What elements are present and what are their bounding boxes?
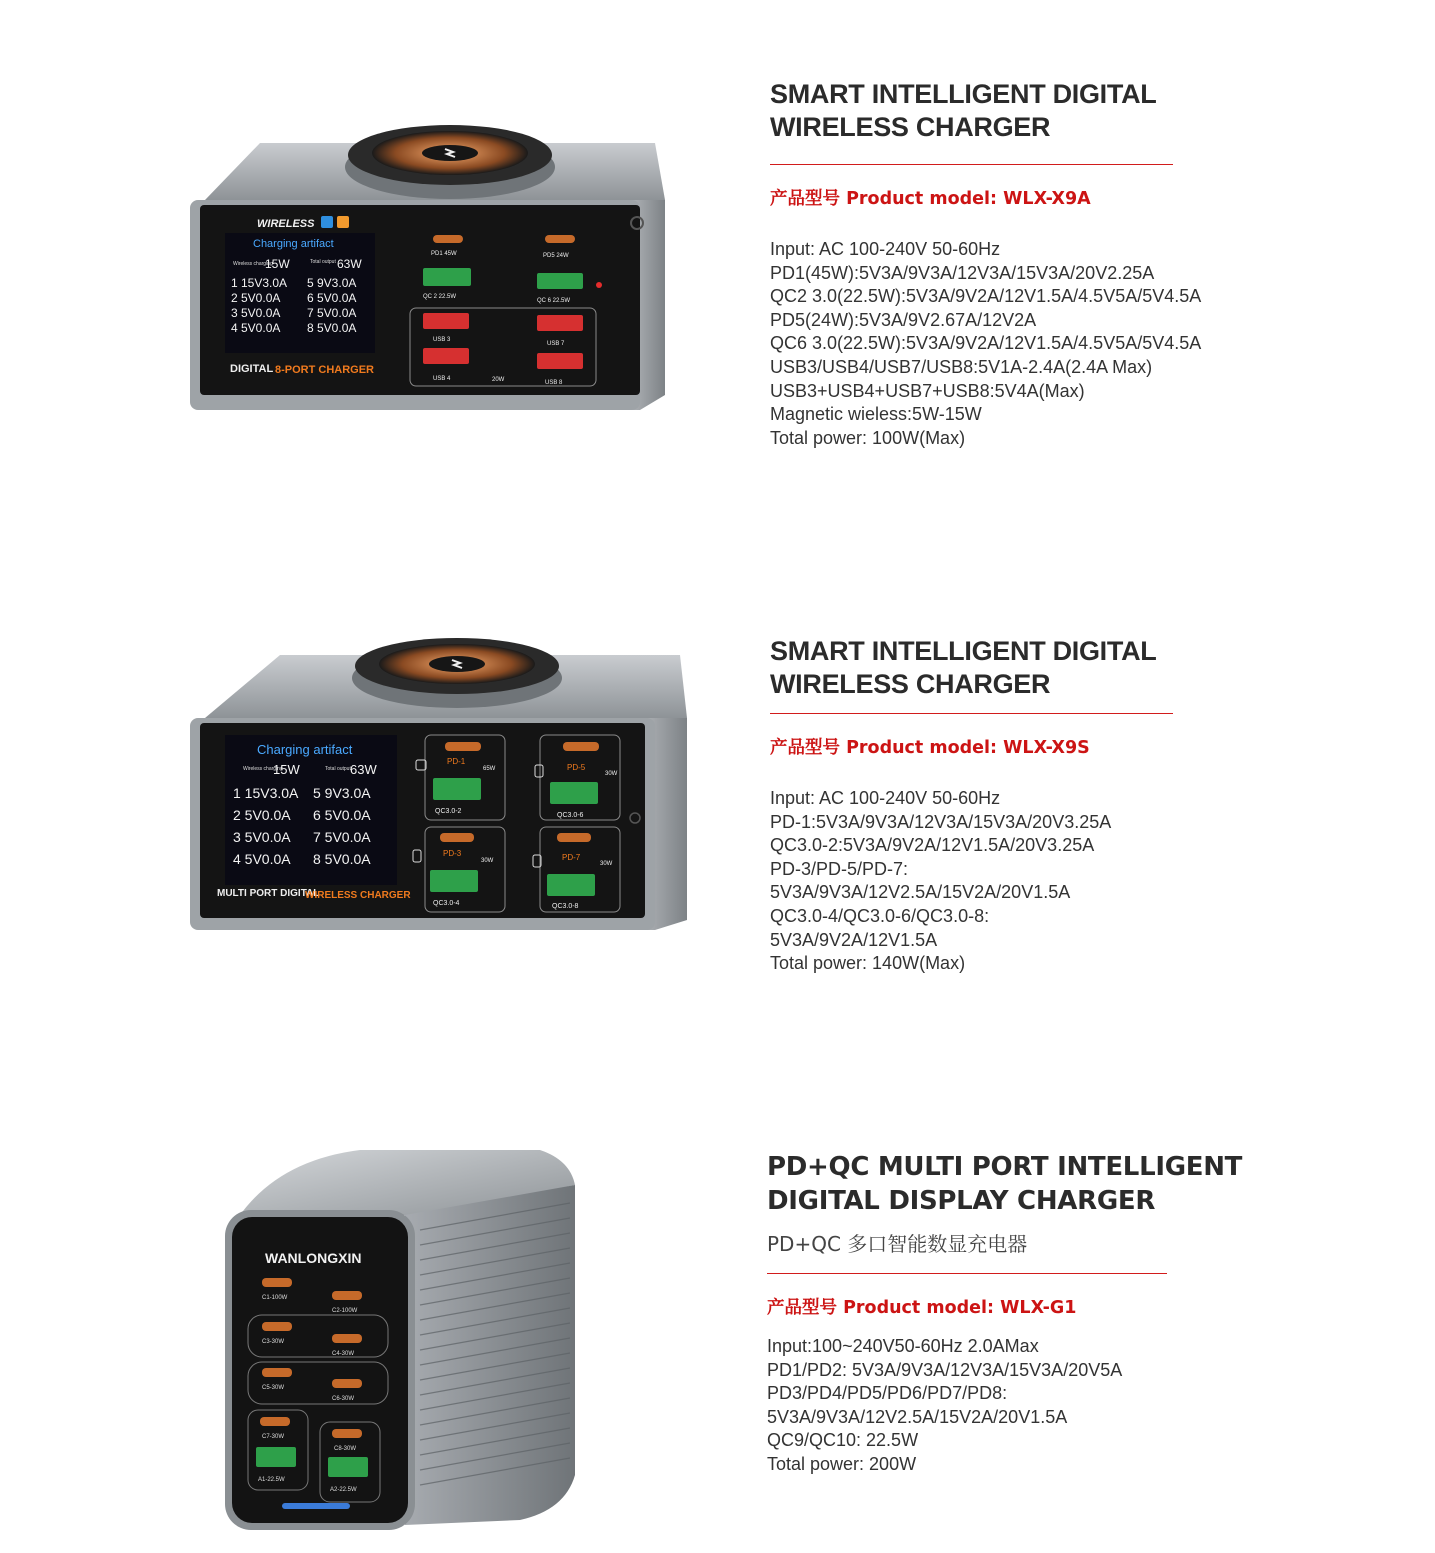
port-label: C4-30W	[332, 1351, 355, 1357]
port-label: USB 8	[545, 380, 563, 386]
title-line: SMART INTELLIGENT DIGITAL	[770, 636, 1157, 666]
product-section-wlx-x9a	[0, 0, 1435, 520]
usb-a-port-icon	[328, 1457, 368, 1477]
usb-c-port-icon	[440, 833, 474, 842]
total-value: 63W	[337, 257, 362, 271]
wireless-value: 15W	[273, 762, 300, 777]
product-subtitle: PD+QC 多口智能数显充电器	[767, 1232, 1028, 1256]
spec-line: QC9/QC10: 22.5W	[767, 1430, 919, 1451]
spec-line: PD5(24W):5V3A/9V2.67A/12V2A	[770, 309, 1037, 330]
spec-line: Total power: 140W(Max)	[770, 953, 966, 974]
lcd-row: 2 5V0.0A	[233, 807, 291, 823]
charger-illustration	[185, 105, 685, 415]
usb-c-port-icon	[557, 833, 591, 842]
spec-line: Input:100~240V50-60Hz 2.0AMax	[767, 1336, 1039, 1356]
spec-line: Total power: 100W(Max)	[770, 427, 966, 448]
usb-c-port-icon	[332, 1334, 362, 1343]
product-section-wlx-x9s	[0, 580, 1435, 1020]
usb-c-port-icon	[260, 1417, 290, 1426]
screen-title: Charging artifact	[257, 742, 353, 757]
usb-a-port-icon	[423, 348, 469, 364]
port-label: PD-7	[562, 853, 581, 862]
usb-c-port-icon	[332, 1429, 362, 1438]
wireless-label: Wireless charging	[243, 766, 283, 772]
red-divider	[767, 1273, 1167, 1274]
port-label: 65W	[483, 766, 496, 772]
red-divider	[770, 164, 1173, 165]
port-label: QC 6 22.5W	[537, 298, 571, 304]
usb-c-port-icon	[545, 235, 575, 243]
port-label: 20W	[492, 377, 505, 383]
product-info-wlx-x9s	[770, 635, 1290, 976]
spec-line: Input: AC 100-240V 50-60Hz	[770, 788, 1001, 808]
usb-c-port-icon	[332, 1379, 362, 1388]
port-label: USB 7	[547, 341, 565, 347]
port-label: A2-22.5W	[330, 1487, 357, 1493]
home-app-icon	[321, 216, 333, 228]
product-title	[770, 78, 1290, 144]
spec-line: PD-1:5V3A/9V3A/12V3A/15V3A/20V3.25A	[770, 811, 1112, 832]
port-label: 30W	[600, 861, 613, 867]
port-label: C7-30W	[262, 1434, 285, 1440]
total-label: Total output	[325, 766, 351, 772]
usb-c-port-icon	[563, 742, 599, 751]
spec-line: QC3.0-4/QC3.0-6/QC3.0-8:	[770, 905, 990, 926]
port-label: QC3.0-2	[435, 808, 462, 815]
usb-c-port-icon	[332, 1291, 362, 1300]
port-label: QC3.0-4	[433, 900, 460, 907]
lcd-row: 3 5V0.0A	[231, 306, 281, 320]
product-image-wlx-x9s	[185, 630, 695, 940]
product-image-wlx-g1	[220, 1145, 590, 1535]
product-model: 产品型号 Product model: WLX-G1	[767, 1298, 1077, 1318]
spec-line: QC6 3.0(22.5W):5V3A/9V2A/12V1.5A/4.5V5A/5V4.5A	[770, 333, 1202, 354]
lcd-row: 4 5V0.0A	[233, 851, 291, 867]
spec-line: PD1(45W):5V3A/9V3A/12V3A/15V3A/20V2.25A	[770, 262, 1155, 283]
usb-c-port-icon	[433, 235, 463, 243]
port-label: C6-30W	[332, 1396, 355, 1402]
lcd-row: 5 9V3.0A	[307, 276, 357, 290]
usb-a-port-icon	[433, 778, 481, 800]
port-label: PD1 45W	[431, 251, 457, 257]
port-label: PD-5	[567, 763, 586, 772]
lcd-row: 8 5V0.0A	[313, 851, 371, 867]
title-line: DIGITAL DISPLAY CHARGER	[767, 1186, 1156, 1216]
port-label: PD5 24W	[543, 253, 569, 259]
lcd-row: 1 15V3.0A	[231, 276, 288, 290]
spec-line: Magnetic wieless:5W-15W	[770, 404, 982, 425]
wireless-indicator-icon	[596, 282, 602, 288]
spec-line: 5V3A/9V3A/12V2.5A/15V2A/20V1.5A	[767, 1406, 1068, 1427]
usb-c-port-icon	[262, 1368, 292, 1377]
total-label: Total output	[310, 259, 336, 265]
tuya-app-icon	[337, 216, 349, 228]
spec-line: Total power: 200W	[767, 1453, 917, 1474]
spec-line: QC2 3.0(22.5W):5V3A/9V2A/12V1.5A/4.5V5A/5V4.5A	[770, 286, 1202, 307]
spec-line: PD-3/PD-5/PD-7:	[770, 858, 909, 879]
port-label: A1-22.5W	[258, 1477, 285, 1483]
port-label: USB 3	[433, 337, 451, 343]
usb-a-port-icon	[423, 313, 469, 329]
title-line: PD+QC MULTI PORT INTELLIGENT	[767, 1152, 1243, 1182]
usb-a-port-icon	[537, 273, 583, 289]
lcd-row: 6 5V0.0A	[307, 291, 357, 305]
total-value: 63W	[350, 762, 377, 777]
spec-line: USB3/USB4/USB7/USB8:5V1A-2.4A(2.4A Max)	[770, 356, 1153, 377]
product-model: 产品型号 Product model: WLX-X9S	[770, 738, 1090, 758]
spec-line: Input: AC 100-240V 50-60Hz	[770, 239, 1001, 259]
footer-label-a: MULTI PORT DIGITAL	[217, 888, 320, 899]
port-label: C1-100W	[262, 1295, 288, 1301]
usb-c-port-icon	[262, 1322, 292, 1331]
product-section-wlx-g1	[0, 1120, 1435, 1553]
usb-c-port-icon	[445, 742, 481, 751]
product-title	[770, 635, 1290, 701]
footer-label-b: WIRELESS CHARGER	[305, 890, 411, 901]
port-label: QC3.0-8	[552, 903, 579, 910]
wireless-value: 15W	[265, 257, 290, 271]
usb-a-port-icon	[537, 353, 583, 369]
product-info-wlx-x9a	[770, 78, 1290, 450]
product-image-wlx-x9a	[185, 105, 685, 415]
usb-a-port-icon	[547, 874, 595, 896]
usb-a-port-icon	[537, 315, 583, 331]
port-label: PD-3	[443, 849, 462, 858]
product-info-wlx-g1	[767, 1150, 1287, 1477]
spec-line: PD3/PD4/PD5/PD6/PD7/PD8:	[767, 1383, 1008, 1404]
usb-a-port-icon	[430, 870, 478, 892]
usb-a-port-icon	[550, 782, 598, 804]
port-label: 30W	[605, 771, 618, 777]
title-line: SMART INTELLIGENT DIGITAL	[770, 79, 1157, 109]
lcd-row: 7 5V0.0A	[307, 306, 357, 320]
usb-a-port-icon	[256, 1447, 296, 1467]
spec-list	[770, 238, 1290, 450]
screen-title: Charging artifact	[253, 238, 334, 250]
wireless-label: Wireless charging	[233, 261, 273, 267]
port-label: USB 4	[433, 376, 451, 382]
port-label: C3-30W	[262, 1339, 285, 1345]
port-label: QC 2 22.5W	[423, 294, 457, 300]
spec-line: QC3.0-2:5V3A/9V2A/12V1.5A/20V3.25A	[770, 835, 1095, 856]
port-label: QC3.0-6	[557, 812, 584, 819]
port-label: PD-1	[447, 757, 466, 766]
usb-c-port-icon	[262, 1278, 292, 1287]
charger-illustration	[220, 1145, 590, 1535]
lcd-row: 4 5V0.0A	[231, 321, 281, 335]
port-label: C5-30W	[262, 1385, 285, 1391]
cooling-fins	[405, 1185, 575, 1525]
lcd-row: 6 5V0.0A	[313, 807, 371, 823]
title-line: WIRELESS CHARGER	[770, 669, 1051, 699]
lcd-row: 1 15V3.0A	[233, 785, 299, 801]
port-label: 30W	[481, 858, 494, 864]
footer-label-b: 8-PORT CHARGER	[275, 364, 375, 376]
wireless-pad-icon	[352, 638, 562, 708]
port-label: C2-100W	[332, 1308, 358, 1314]
lcd-row: 7 5V0.0A	[313, 829, 371, 845]
footer-label-a: DIGITAL	[230, 363, 274, 375]
charger-illustration	[185, 630, 695, 940]
spec-line: USB3+USB4+USB7+USB8:5V4A(Max)	[770, 380, 1085, 401]
product-title	[767, 1150, 1287, 1218]
lcd-row: 2 5V0.0A	[231, 291, 281, 305]
port-label: C8-30W	[334, 1446, 357, 1452]
title-line: WIRELESS CHARGER	[770, 112, 1051, 142]
lcd-row: 8 5V0.0A	[307, 321, 357, 335]
led-light-bar	[282, 1503, 350, 1509]
spec-line: 5V3A/9V2A/12V1.5A	[770, 929, 938, 950]
wireless-pad-icon	[345, 125, 555, 199]
lcd-row: 3 5V0.0A	[233, 829, 291, 845]
lcd-row: 5 9V3.0A	[313, 785, 371, 801]
device-brand: WIRELESS	[257, 218, 315, 230]
device-brand: WANLONGXIN	[265, 1250, 362, 1266]
spec-line: 5V3A/9V3A/12V2.5A/15V2A/20V1.5A	[770, 882, 1071, 903]
spec-list	[767, 1335, 1287, 1477]
product-model: 产品型号 Product model: WLX-X9A	[770, 189, 1091, 209]
red-divider	[770, 713, 1173, 714]
usb-a-port-icon	[423, 268, 471, 286]
spec-line: PD1/PD2: 5V3A/9V3A/12V3A/15V3A/20V5A	[767, 1359, 1123, 1380]
spec-list	[770, 787, 1290, 976]
